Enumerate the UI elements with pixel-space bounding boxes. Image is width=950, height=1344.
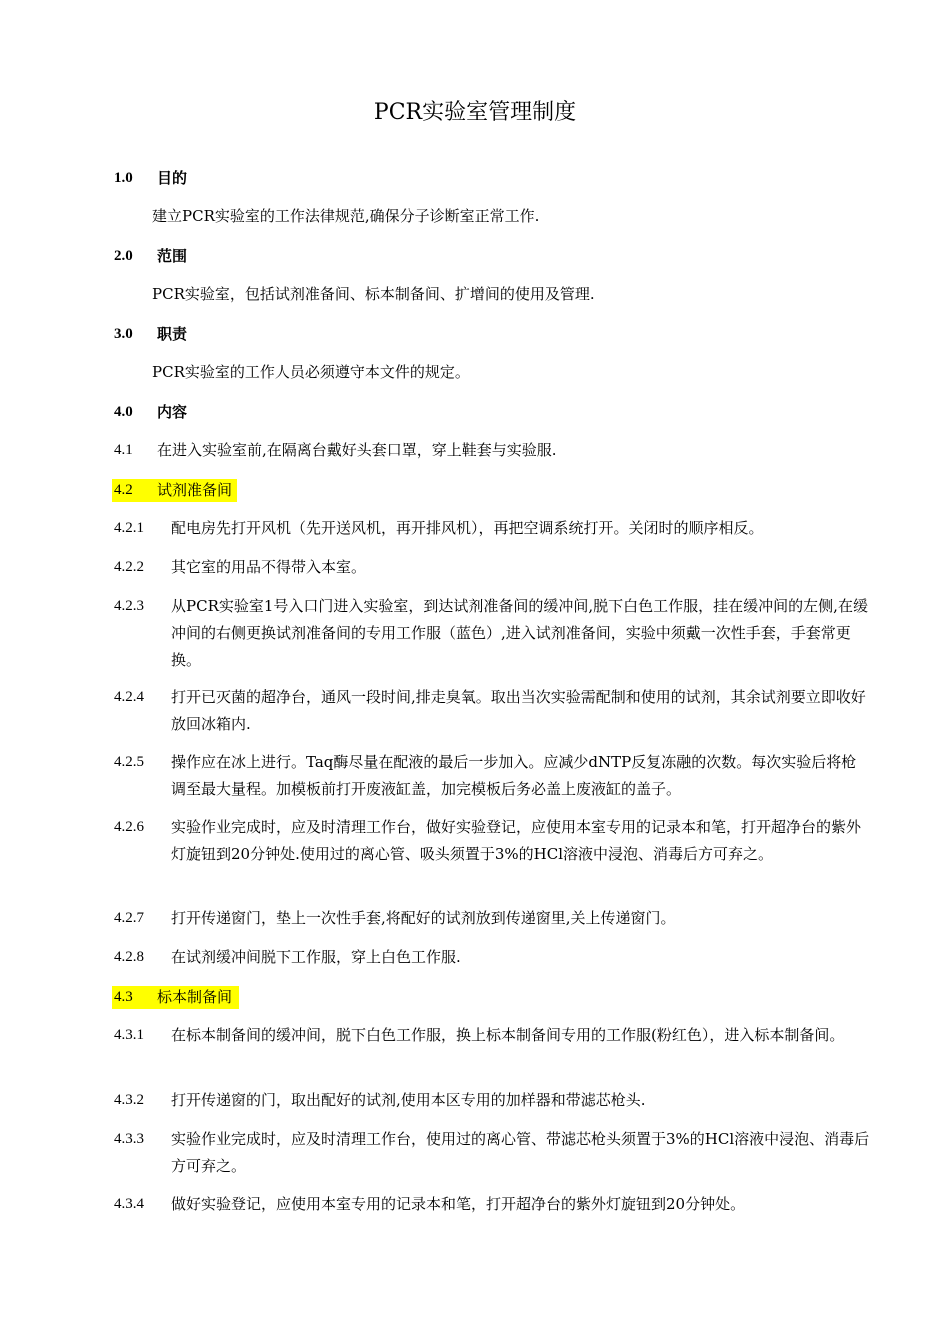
section-number: 4.0: [114, 404, 133, 420]
item-number: 4.3.2: [114, 1092, 144, 1108]
subsection-title: 试剂准备间: [157, 481, 233, 499]
item-number: 4.2.4: [114, 689, 144, 705]
subsection-number: 4.3: [114, 989, 133, 1005]
item-text: 从PCR实验室1号入口门进入实验室，到达试剂准备间的缓冲间,脱下白色工作服，挂在缓冲间的左侧,在缓冲间的右侧更换试剂准备间的专用工作服（蓝色）,进入试剂准备间，实验中须戴一次性手套，手套常更换。: [171, 597, 868, 669]
section-paragraph: PCR实验室的工作人员必须遵守本文件的规定。: [152, 363, 470, 381]
item-number: 4.2.3: [114, 598, 144, 614]
item-text: 配电房先打开风机（先开送风机，再开排风机），再把空调系统打开。关闭时的顺序相反。: [171, 519, 764, 537]
item-number: 4.2.6: [114, 819, 144, 835]
section-paragraph: PCR实验室，包括试剂准备间、标本制备间、扩增间的使用及管理.: [152, 285, 595, 303]
item-number: 4.3.1: [114, 1027, 144, 1043]
section-paragraph: 建立PCR实验室的工作法律规范,确保分子诊断室正常工作.: [152, 207, 540, 225]
item-text: 操作应在冰上进行。Taq酶尽量在配液的最后一步加入。应减少dNTP反复冻融的次数。每次实验后将枪调至最大量程。加模板前打开废液缸盖，加完模板后务必盖上废液缸的盖子。: [171, 753, 857, 798]
item-number: 4.3.4: [114, 1196, 144, 1212]
item-number: 4.2.7: [114, 910, 144, 926]
item-text: 打开已灭菌的超净台，通风一段时间,排走臭氧。取出当次实验需配制和使用的试剂，其余试剂要立即收好放回冰箱内.: [171, 688, 866, 733]
item-text: 打开传递窗门，垫上一次性手套,将配好的试剂放到传递窗里,关上传递窗门。: [171, 909, 676, 927]
item-text: 在标本制备间的缓冲间，脱下白色工作服，换上标本制备间专用的工作服(粉红色），进入标本制备间。: [171, 1026, 845, 1044]
item-number: 4.2.5: [114, 754, 144, 770]
item-text: 实验作业完成时，应及时清理工作台，使用过的离心管、带滤芯枪头须置于3%的HCl溶液中浸泡、消毒后方可弃之。: [171, 1130, 870, 1175]
subsection-title: 标本制备间: [157, 988, 233, 1006]
item-text: 在试剂缓冲间脱下工作服，穿上白色工作服.: [171, 948, 461, 966]
section-number: 3.0: [114, 326, 133, 342]
item-text: 在进入实验室前,在隔离台戴好头套口罩，穿上鞋套与实验服.: [157, 441, 557, 459]
section-title: 内容: [157, 403, 188, 421]
item-number: 4.2.8: [114, 949, 144, 965]
section-title: 范围: [157, 247, 188, 265]
section-number: 1.0: [114, 170, 133, 186]
item-number: 4.3.3: [114, 1131, 144, 1147]
item-number: 4.1: [114, 442, 133, 458]
item-text: 做好实验登记，应使用本室专用的记录本和笔，打开超净台的紫外灯旋钮到20分钟处。: [171, 1195, 746, 1213]
section-number: 2.0: [114, 248, 133, 264]
section-title: 目的: [157, 169, 188, 187]
item-text: 打开传递窗的门，取出配好的试剂,使用本区专用的加样器和带滤芯枪头.: [171, 1091, 646, 1109]
item-text: 实验作业完成时，应及时清理工作台，做好实验登记，应使用本室专用的记录本和笔，打开超净台的紫外灯旋钮到20分钟处.使用过的离心管、吸头须置于3%的HCl溶液中浸泡、消毒后方可弃之。: [171, 818, 862, 863]
item-number: 4.2.2: [114, 559, 144, 575]
item-text: 其它室的用品不得带入本室。: [171, 558, 367, 576]
subsection-number: 4.2: [114, 482, 133, 498]
section-title: 职责: [157, 325, 188, 343]
item-number: 4.2.1: [114, 520, 144, 536]
document-title: PCR实验室管理制度: [373, 100, 577, 125]
